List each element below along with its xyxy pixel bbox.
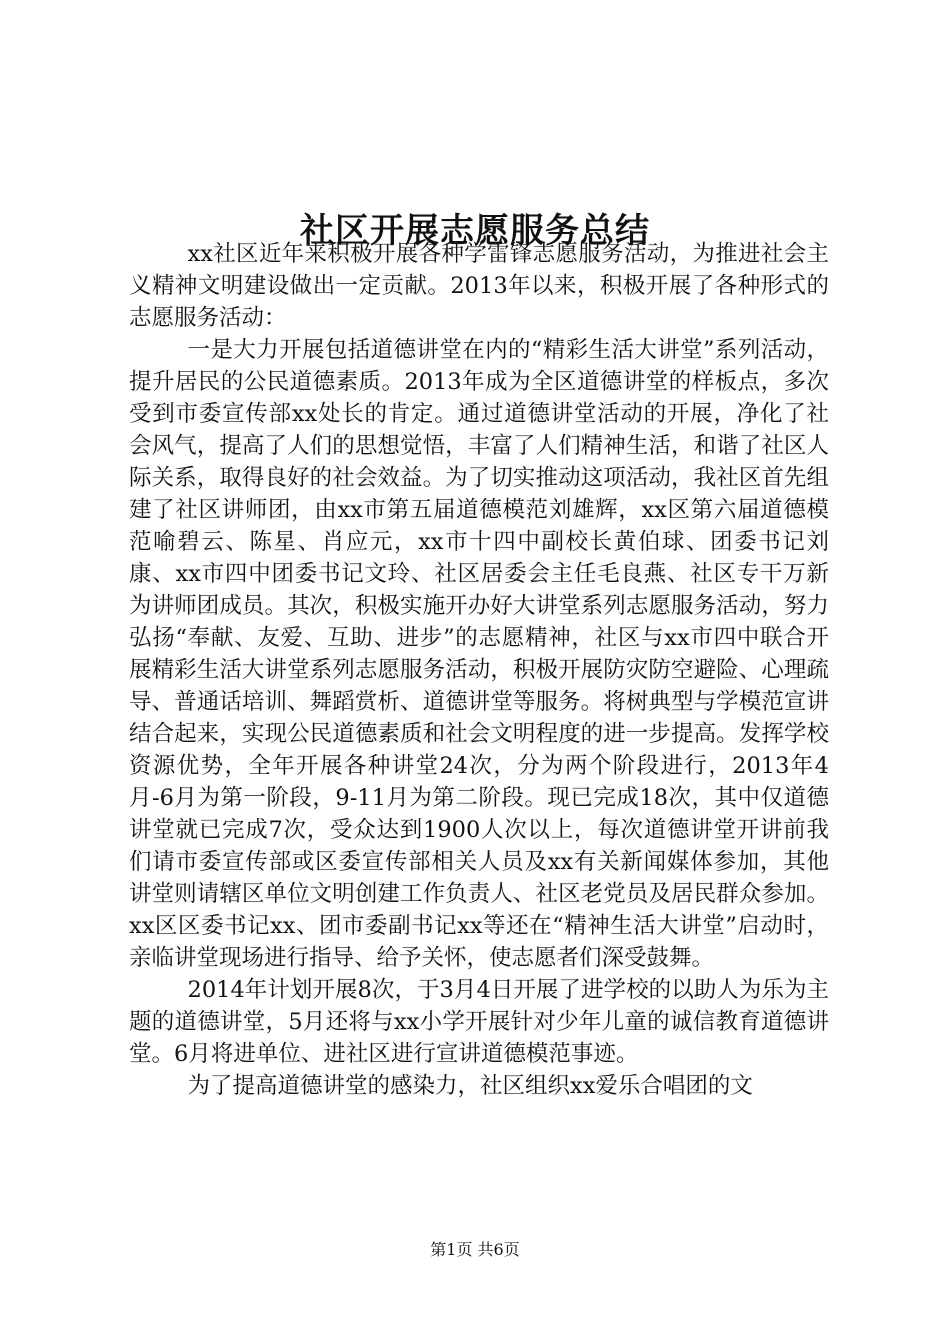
document-title: 社区开展志愿服务总结 <box>300 210 650 251</box>
paragraph-2014-plan: 2014年计划开展8次，于3月4日开展了进学校的以助人为乐为主题的道德讲堂，5月还将与xx小学开展针对少年儿童的诚信教育道德讲堂。6月将进单位、进社区进行宣讲道德模范事迹。 <box>129 977 829 1067</box>
paragraph-activities: 一是大力开展包括道德讲堂在内的“精彩生活大讲堂”系列活动，提升居民的公民道德素质。2013年成为全区道德讲堂的样板点，多次受到市委宣传部xx处长的肯定。通过道德讲堂活动的开展，净化了社会风气，提高了人们的思想觉悟，丰富了人们精神生活，和谐了社区人际关系，取得良好的社会效益。为了切实推动这项活动，我社区首先组建了社区讲师团，由xx市第五届道德模范刘雄辉，xx区第六届道德模范喻碧云、陈星、肖应元，xx市十四中副校长黄伯球、团委书记刘康、xx市四中团委书记文玲、社区居委会主任毛良燕、社区专干万新为讲师团成员。其次，积极实施开办好大讲堂系列志愿服务活动，努力弘扬“奉献、友爱、互助、进步”的志愿精神，社区与xx市四中联合开展精彩生活大讲堂系列志愿服务活动，积极开展防灾防空避险、心理疏导、普通话培训、舞蹈赏析、道德讲堂等服务。将树典型与学模范宣讲结合起来，实现公民道德素质和社会文明程度的进一步提高。发挥学校资源优势，全年开展各种讲堂24次，分为两个阶段进行，2013年4月-6月为第一阶段，9-11月为第二阶段。现已完成18次，其中仅道德讲堂就已完成7次，受众达到1900人次以上，每次道德讲堂开讲前我们请市委宣传部或区委宣传部相关人员及xx有关新闻媒体参加，其他讲堂则请辖区单位文明创建工作负责人、社区老党员及居民群众参加。xx区区委书记xx、团市委副书记xx等还在“精神生活大讲堂”启动时，亲临讲堂现场进行指导、给予关怀，使志愿者们深受鼓舞。 <box>129 337 829 971</box>
paragraph-choir: 为了提高道德讲堂的感染力，社区组织xx爱乐合唱团的文 <box>187 1073 753 1099</box>
document-body <box>129 238 829 1102</box>
paragraph-intro: xx社区近年来积极开展各种学雷锋志愿服务活动，为推进社会主义精神文明建设做出一定贡献。2013年以来，积极开展了各种形式的志愿服务活动： <box>129 241 829 331</box>
page-number-footer: 第1页 共6页 <box>430 1240 520 1259</box>
